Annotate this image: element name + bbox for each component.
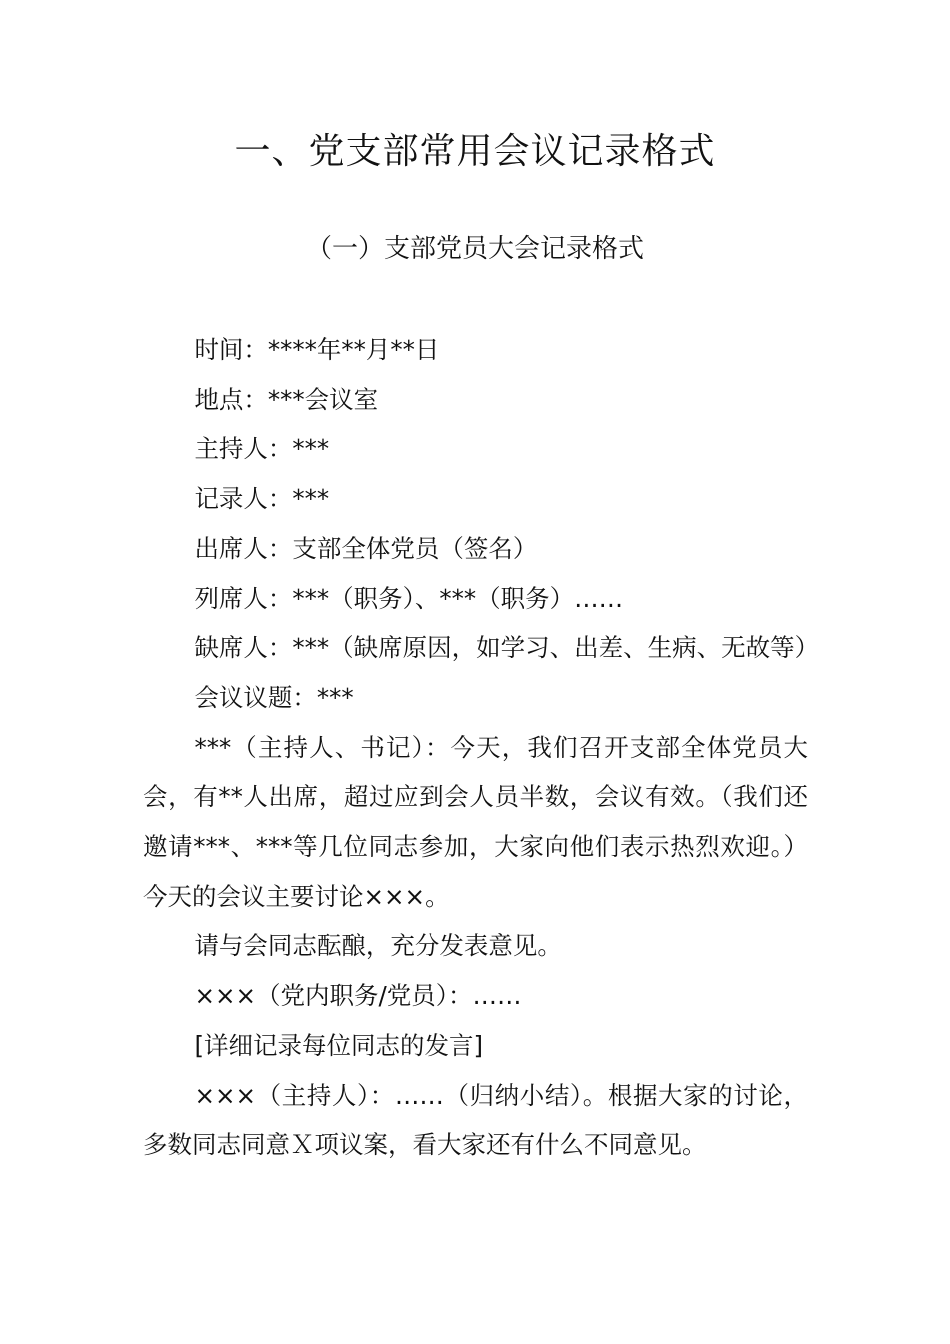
meeting-observers: 列席人：***（职务）、***（职务）……	[194, 583, 624, 613]
section-subtitle: （一）支部党员大会记录格式	[305, 234, 644, 264]
member-speech: ×××（党内职务/党员）：……	[194, 981, 522, 1011]
meeting-topic: 会议议题：***	[194, 682, 354, 712]
meeting-absentees: 缺席人：***（缺席原因，如学习、出差、生病、无故等）	[194, 633, 820, 663]
document-title: 一、党支部常用会议记录格式	[234, 131, 716, 172]
meeting-recorder: 记录人：***	[194, 484, 330, 514]
meeting-attendees: 出席人：支部全体党员（签名）	[194, 533, 538, 563]
speech-record-note: [详细记录每位同志的发言]	[194, 1030, 484, 1060]
meeting-location: 地点：***会议室	[194, 384, 379, 414]
meeting-host: 主持人：***	[194, 434, 330, 464]
document-body	[143, 325, 820, 1170]
meeting-time: 时间：****年**月**日	[194, 335, 440, 364]
host-summary: ×××（主持人）：……（归纳小结）。根据大家的讨论，多数同志同意Ｘ项议案，看大家还有什么不同意见。	[143, 1080, 808, 1160]
host-opening-remarks: ***（主持人、书记）：今天，我们召开支部全体党员大会，有**人出席，超过应到会人员半数，会议有效。（我们还邀请***、***等几位同志参加，大家向他们表示热烈欢迎。）今天的会议主要讨论×××。	[143, 732, 808, 911]
discussion-prompt: 请与会同志酝酿，充分发表意见。	[194, 931, 562, 961]
